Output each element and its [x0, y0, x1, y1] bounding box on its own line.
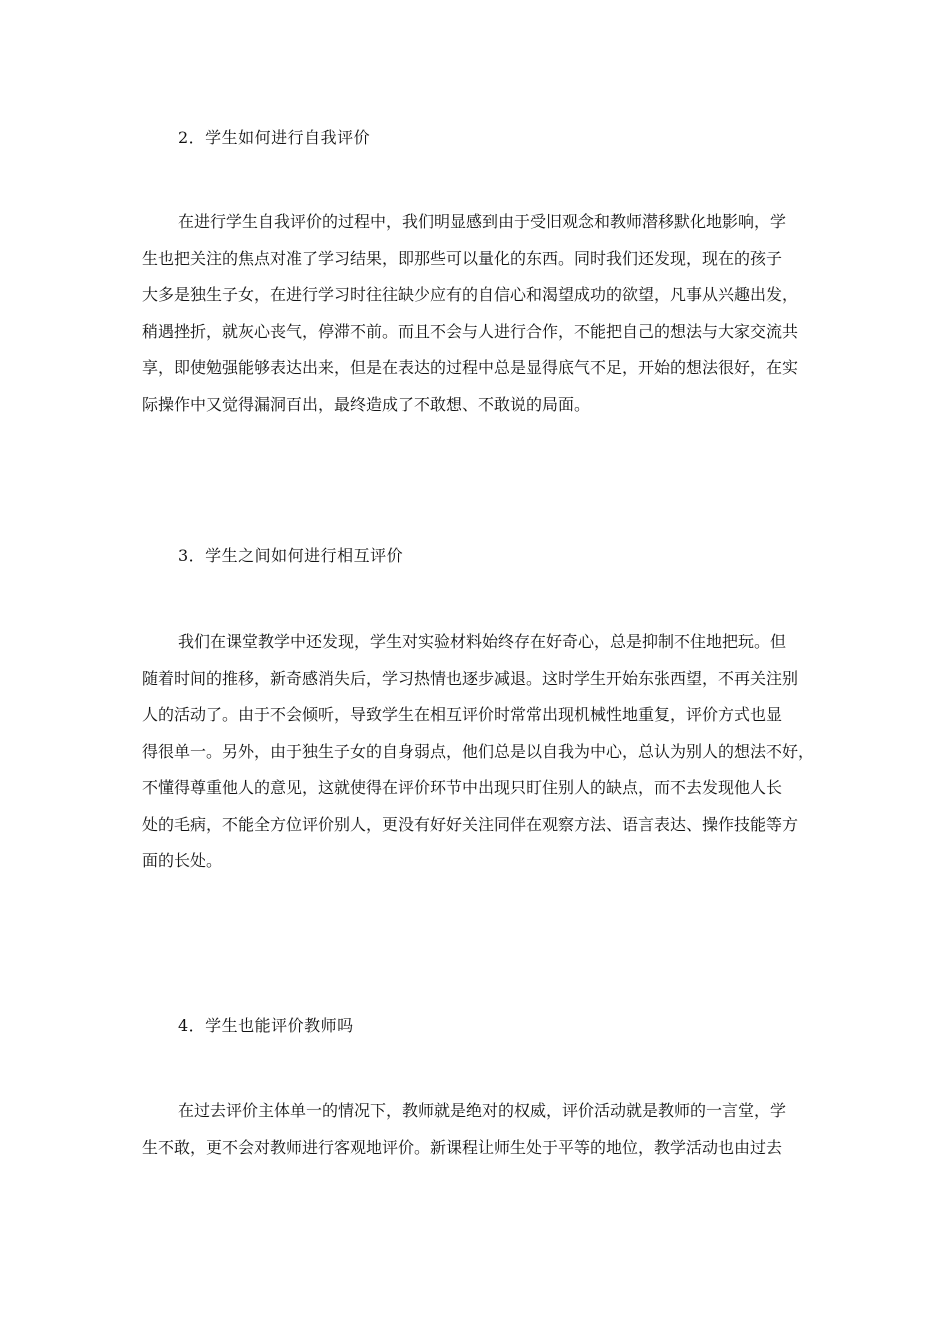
paragraph-self-evaluation: [142, 212, 810, 431]
paragraph-line: 得很单一。另外，由于独生子女的自身弱点，他们总是以自我为中心，总认为别人的想法不好，: [142, 741, 815, 761]
paragraph-line: 生也把关注的焦点对准了学习结果，即那些可以量化的东西。同时我们还发现，现在的孩子: [142, 248, 783, 268]
paragraph-evaluate-teacher: [142, 1101, 810, 1174]
paragraph-line: 生不敢，更不会对教师进行客观地评价。新课程让师生处于平等的地位，教学活动也由过去: [142, 1137, 783, 1157]
paragraph-line: 随着时间的推移，新奇感消失后，学习热情也逐步减退。这时学生开始东张西望，不再关注别: [142, 668, 799, 688]
paragraph-mutual-evaluation: [142, 632, 815, 888]
paragraph-line: 我们在课堂教学中还发现，学生对实验材料始终存在好奇心，总是抑制不住地把玩。但: [178, 632, 787, 651]
section-heading-3: 3．学生之间如何进行相互评价: [178, 546, 404, 565]
paragraph-line: 面的长处。: [142, 851, 223, 870]
paragraph-line: 享，即使勉强能够表达出来，但是在表达的过程中总是显得底气不足，开始的想法很好，在实: [142, 358, 799, 377]
paragraph-line: 在进行学生自我评价的过程中，我们明显感到由于受旧观念和教师潜移默化地影响，学: [178, 212, 787, 231]
section-heading-4: 4．学生也能评价教师吗: [178, 1016, 354, 1035]
paragraph-line: 不懂得尊重他人的意见，这就使得在评价环节中出现只盯住别人的缺点，而不去发现他人长: [142, 778, 783, 797]
paragraph-line: 稍遇挫折，就灰心丧气，停滞不前。而且不会与人进行合作，不能把自己的想法与大家交流共: [142, 321, 799, 341]
paragraph-line: 在过去评价主体单一的情况下，教师就是绝对的权威，评价活动就是教师的一言堂，学: [178, 1101, 787, 1120]
paragraph-line: 人的活动了。由于不会倾听，导致学生在相互评价时常常出现机械性地重复，评价方式也显: [142, 705, 783, 724]
section-heading-2: 2．学生如何进行自我评价: [178, 128, 371, 147]
paragraph-line: 大多是独生子女，在进行学习时往往缺少应有的自信心和渴望成功的欲望，凡事从兴趣出发，: [142, 285, 799, 304]
paragraph-line: 际操作中又觉得漏洞百出，最终造成了不敢想、不敢说的局面。: [142, 394, 591, 414]
paragraph-line: 处的毛病，不能全方位评价别人，更没有好好关注同伴在观察方法、语言表达、操作技能等方: [142, 814, 799, 834]
